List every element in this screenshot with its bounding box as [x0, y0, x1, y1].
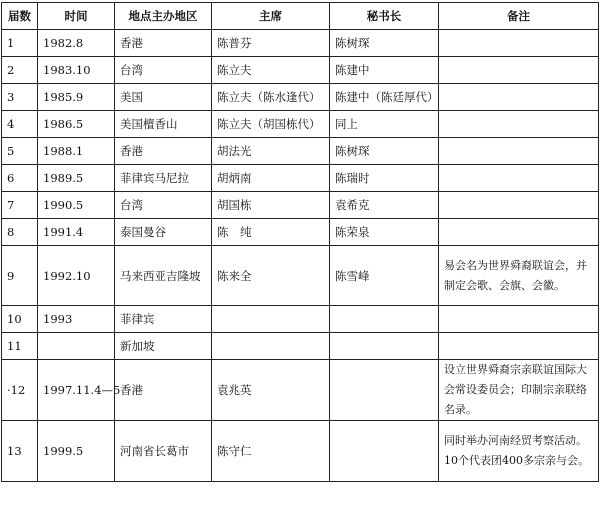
table-row: [2, 246, 599, 306]
cell-chair: 陈普芬: [212, 30, 330, 57]
table-row: [2, 306, 599, 333]
cell-note: [439, 219, 599, 246]
cell-no: 10: [2, 306, 38, 333]
cell-place: 美国檀香山: [115, 111, 212, 138]
cell-chair: 陈守仁: [212, 421, 330, 482]
cell-time: 1990.5: [38, 192, 115, 219]
cell-secretary: 陈建中（陈廷厚代）: [330, 84, 439, 111]
cell-time: 1999.5: [38, 421, 115, 482]
cell-no: 3: [2, 84, 38, 111]
cell-chair: 陈立夫（陈水逢代）: [212, 84, 330, 111]
cell-place: 新加坡: [115, 333, 212, 360]
header-cell: 时间: [38, 3, 115, 30]
cell-place: 香港: [115, 360, 212, 421]
header-cell: 秘书长: [330, 3, 439, 30]
table-row: [2, 192, 599, 219]
cell-place: 菲律宾马尼拉: [115, 165, 212, 192]
cell-no: 4: [2, 111, 38, 138]
cell-place: 泰国曼谷: [115, 219, 212, 246]
cell-no: 8: [2, 219, 38, 246]
cell-chair: 胡国栋: [212, 192, 330, 219]
cell-secretary: 陈雪峰: [330, 246, 439, 306]
cell-secretary: [330, 421, 439, 482]
cell-time: [38, 333, 115, 360]
cell-place: 菲律宾: [115, 306, 212, 333]
cell-chair: 胡法光: [212, 138, 330, 165]
cell-note: [439, 192, 599, 219]
table-row: [2, 84, 599, 111]
cell-note: [439, 57, 599, 84]
cell-time: 1989.5: [38, 165, 115, 192]
cell-secretary: 同上: [330, 111, 439, 138]
cell-no: 6: [2, 165, 38, 192]
header-row: [2, 3, 599, 30]
cell-chair: 陈来全: [212, 246, 330, 306]
cell-secretary: 陈树琛: [330, 138, 439, 165]
cell-time: 1986.5: [38, 111, 115, 138]
cell-place: 马来西亚吉隆坡: [115, 246, 212, 306]
cell-time: 1982.8: [38, 30, 115, 57]
cell-secretary: 陈瑞时: [330, 165, 439, 192]
cell-no: 5: [2, 138, 38, 165]
table-row: [2, 165, 599, 192]
cell-time: 1992.10: [38, 246, 115, 306]
cell-note: [439, 333, 599, 360]
cell-secretary: [330, 306, 439, 333]
cell-note: 设立世界舜裔宗亲联谊国际大会常设委员会；印制宗亲联络名录。: [439, 360, 599, 421]
cell-note: [439, 306, 599, 333]
cell-secretary: [330, 360, 439, 421]
cell-chair: 袁兆英: [212, 360, 330, 421]
cell-time: 1991.4: [38, 219, 115, 246]
header-cell: 备注: [439, 3, 599, 30]
cell-chair: [212, 333, 330, 360]
table-row: [2, 421, 599, 482]
cell-place: 美国: [115, 84, 212, 111]
cell-chair: 胡炳南: [212, 165, 330, 192]
cell-note: [439, 30, 599, 57]
table-row: [2, 111, 599, 138]
cell-secretary: 陈树琛: [330, 30, 439, 57]
cell-place: 香港: [115, 138, 212, 165]
header-cell: 届数: [2, 3, 38, 30]
cell-no: 9: [2, 246, 38, 306]
table-row: [2, 30, 599, 57]
cell-time: 1988.1: [38, 138, 115, 165]
table-row: [2, 138, 599, 165]
cell-time: 1983.10: [38, 57, 115, 84]
table-row: [2, 57, 599, 84]
cell-place: 台湾: [115, 57, 212, 84]
cell-no: 11: [2, 333, 38, 360]
cell-note: [439, 138, 599, 165]
cell-chair: 陈 纯: [212, 219, 330, 246]
cell-place: 河南省长葛市: [115, 421, 212, 482]
cell-secretary: 袁希克: [330, 192, 439, 219]
cell-no: ·12: [2, 360, 38, 421]
table-row: [2, 333, 599, 360]
cell-note: 同时举办河南经贸考察活动。10个代表团400多宗亲与会。: [439, 421, 599, 482]
cell-note: [439, 165, 599, 192]
header-cell: 地点主办地区: [115, 3, 212, 30]
cell-no: 2: [2, 57, 38, 84]
cell-note: [439, 111, 599, 138]
cell-place: 台湾: [115, 192, 212, 219]
cell-time: 1997.11.4—5: [38, 360, 115, 421]
cell-note: [439, 84, 599, 111]
cell-time: 1985.9: [38, 84, 115, 111]
cell-no: 13: [2, 421, 38, 482]
cell-place: 香港: [115, 30, 212, 57]
table-row: [2, 360, 599, 421]
cell-no: 7: [2, 192, 38, 219]
cell-note: 易会名为世界舜裔联谊会，并制定会歌、会旗、会徽。: [439, 246, 599, 306]
conference-table: [1, 2, 599, 482]
table-row: [2, 219, 599, 246]
cell-chair: 陈立夫: [212, 57, 330, 84]
cell-no: 1: [2, 30, 38, 57]
header-cell: 主席: [212, 3, 330, 30]
cell-secretary: 陈建中: [330, 57, 439, 84]
cell-chair: [212, 306, 330, 333]
cell-chair: 陈立夫（胡国栋代）: [212, 111, 330, 138]
cell-secretary: [330, 333, 439, 360]
cell-time: 1993: [38, 306, 115, 333]
cell-secretary: 陈荣泉: [330, 219, 439, 246]
